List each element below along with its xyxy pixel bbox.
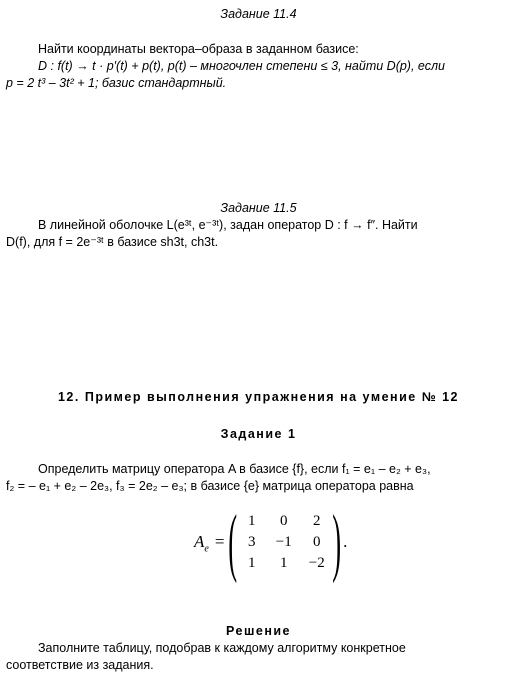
matrix-grid — [238, 513, 332, 572]
matrix-cell: 1 — [248, 512, 256, 529]
matrix-cell: 0 — [313, 533, 321, 550]
task-1-line-1: Определить матрицу оператора A в базисе {f}, если f₁ = e₁ – e₂ + e₃, — [38, 462, 431, 476]
matrix-cell: 3 — [248, 533, 256, 550]
matrix-cell: 2 — [313, 512, 321, 529]
task-11-4-line-2: D : f(t) → t · p′(t) + p(t), p(t) – многочлен степени ≤ 3, найти D(p), если — [38, 59, 445, 73]
task-1-line-2: f₂ = – e₁ + e₂ – 2e₃, f₃ = 2e₂ – e₃; в базисе {e} матрица оператора равна — [6, 479, 414, 493]
solution-line-1: Заполните таблицу, подобрав к каждому алгоритму конкретное — [38, 641, 406, 655]
task-11-4-title: Задание 11.4 — [220, 7, 297, 21]
section-12-heading: 12. Пример выполнения упражнения на умение № 12 — [57, 390, 460, 404]
task-11-4-line-3: p = 2 t³ – 3t² + 1; базис стандартный. — [6, 76, 227, 90]
task-11-5-line-1: В линейной оболочке L(e³ᵗ, e⁻³ᵗ), задан оператор D : f → f″. Найти — [38, 218, 418, 232]
matrix-cell: 0 — [280, 512, 288, 529]
matrix-cell: 1 — [280, 554, 288, 571]
period: . — [343, 532, 348, 551]
matrix-cell: 1 — [248, 554, 256, 571]
matrix-cell: −1 — [275, 533, 292, 550]
matrix-ae — [194, 500, 348, 584]
task-1-title: Задание 1 — [220, 427, 297, 441]
task-11-4-line-1: Найти координаты вектора–образа в заданном базисе: — [38, 42, 359, 56]
matrix-cell: −2 — [308, 554, 325, 571]
left-paren: ( — [228, 500, 238, 584]
equals-sign: = — [214, 532, 225, 551]
task-11-5-title: Задание 11.5 — [220, 201, 297, 215]
task-11-5-line-2: D(f), для f = 2e⁻³ᵗ в базисе sh3t, ch3t. — [6, 235, 219, 249]
solution-line-2: соответствие из задания. — [6, 658, 154, 672]
right-paren: ) — [331, 500, 341, 584]
matrix-label: $A_e$ — [194, 532, 209, 555]
solution-title: Решение — [225, 624, 292, 638]
